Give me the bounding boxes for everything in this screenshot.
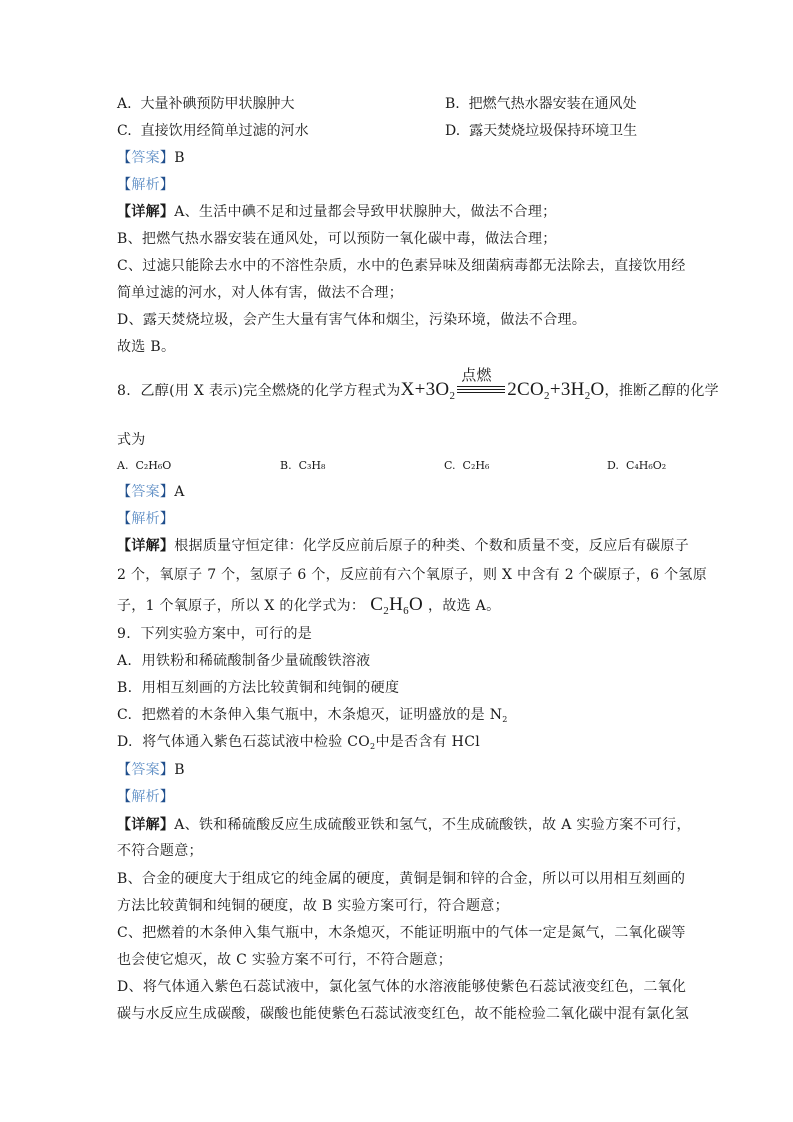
- q7-option-a: A. 大量补碘预防甲状腺肿大: [117, 96, 295, 112]
- q7-detail-line: 【详解】A、生活中碘不足和过量都会导致甲状腺肿大，做法不合理；: [117, 204, 557, 220]
- q8-stem: 8. 乙醇(用 X 表示)完全燃烧的化学方程式为$X+3O_2$ 点燃 $2CO_2+3H_2O$，推断乙醇的化学: [117, 365, 719, 402]
- q7-detail-line: D、露天焚烧垃圾，会产生大量有害气体和烟尘，污染环境，做法不合理。: [117, 312, 587, 328]
- q8-answer: 【答案】A: [117, 484, 185, 500]
- q7-analysis-heading: 【解析】: [117, 177, 175, 193]
- q9-detail-line: 碳与水反应生成碳酸，碳酸也能使紫色石蕊试液变红色，故不能检验二氧化碳中混有氯化氢: [117, 1006, 689, 1022]
- q8-analysis-heading: 【解析】: [117, 511, 175, 527]
- q9-detail-line: D、将气体通入紫色石蕊试液中，氯化氢气体的水溶液能够使紫色石蕊试液变红色，二氧化: [117, 979, 687, 995]
- q9-answer: 【答案】B: [117, 762, 185, 778]
- q9-option-a: A. 用铁粉和稀硫酸制备少量硫酸铁溶液: [117, 653, 371, 669]
- q9-detail-line: B、合金的硬度大于组成它的纯金属的硬度，黄铜是铜和锌的合金，所以可以用相互刻画的: [117, 871, 686, 887]
- question-number: 8.: [117, 383, 131, 399]
- q8-option-a: A. C₂H₆O: [117, 459, 172, 472]
- q9-detail-line: 不符合题意；: [117, 843, 203, 859]
- q7-conclusion: 故选 B。: [117, 339, 176, 355]
- q7-detail-line: C、过滤只能除去水中的不溶性杂质，水中的色素异味及细菌病毒都无法除去，直接饮用经: [117, 258, 686, 274]
- q8-detail-line: 【详解】根据质量守恒定律：化学反应前后原子的种类、个数和质量不变，反应后有碳原子: [117, 538, 690, 554]
- q9-detail-line: 也会使它熄灭，故 C 实验方案不可行，不符合题意；: [117, 952, 453, 968]
- q8-detail-line: 2 个，氧原子 7 个，氢原子 6 个，反应前有六个氧原子，则 X 中含有 2 个碳原子，6 个氢原: [117, 567, 708, 583]
- q9-detail-line: 【详解】A、铁和稀硫酸反应生成硫酸亚铁和氢气，不生成硫酸铁，故 A 实验方案不可行，: [117, 817, 691, 833]
- q9-detail-line: C、把燃着的木条伸入集气瓶中，木条熄灭，不能证明瓶中的气体一定是氮气，二氧化碳等: [117, 925, 686, 941]
- q8-option-d: D. C₄H₆O₂: [607, 459, 667, 472]
- q7-option-c: C. 直接饮用经简单过滤的河水: [117, 123, 309, 139]
- q7-option-b: B. 把燃气热水器安装在通风处: [445, 96, 637, 112]
- q9-stem: 9. 下列实验方案中，可行的是: [117, 626, 313, 642]
- chemical-equation: $X+3O_2$ 点燃 $2CO_2+3H_2O$: [400, 365, 605, 402]
- q8-option-b: B. C₃H₈: [280, 459, 326, 472]
- q8-option-c: C. C₂H₆: [444, 459, 490, 472]
- q7-detail-line: B、把燃气热水器安装在通风处，可以预防一氧化碳中毒，做法合理；: [117, 231, 557, 247]
- reaction-arrow: 点燃: [457, 381, 505, 401]
- question-number: 9.: [117, 626, 131, 642]
- q7-detail-line: 简单过滤的河水，对人体有害，做法不合理；: [117, 285, 403, 301]
- q9-option-c: C. 把燃着的木条伸入集气瓶中，木条熄灭，证明盛放的是 $N_2$: [117, 707, 508, 724]
- q7-option-d: D. 露天焚烧垃圾保持环境卫生: [445, 123, 638, 139]
- q9-option-b: B. 用相互刻画的方法比较黄铜和纯铜的硬度: [117, 680, 400, 696]
- q7-answer: 【答案】B: [117, 150, 185, 166]
- ethanol-formula: $C_2H_6O$: [370, 594, 423, 617]
- q9-analysis-heading: 【解析】: [117, 789, 175, 805]
- q9-option-d: D. 将气体通入紫色石蕊试液中检验 $CO_2$中是否含有 HCl: [117, 734, 480, 751]
- q8-stem-line2: 式为: [117, 432, 146, 448]
- q8-detail-line: 子，1 个氧原子，所以 X 的化学式为： $C_2H_6O$ ，故选 A。: [117, 594, 501, 617]
- q9-detail-line: 方法比较黄铜和纯铜的硬度，故 B 实验方案可行，符合题意；: [117, 898, 509, 914]
